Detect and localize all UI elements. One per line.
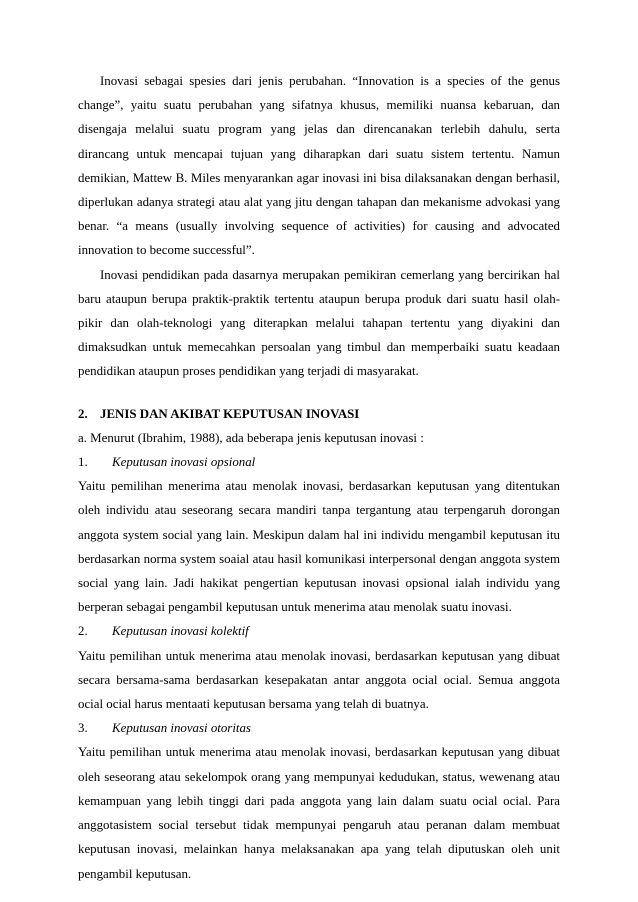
subsection-heading-2 bbox=[78, 619, 560, 643]
subsection-title: Keputusan inovasi kolektif bbox=[112, 624, 249, 639]
section-intro: a. Menurut (Ibrahim, 1988), ada beberapa jenis keputusan inovasi : bbox=[78, 430, 424, 445]
document-page bbox=[78, 69, 560, 886]
subsection-number: 2. bbox=[78, 624, 88, 639]
subsection-heading-1 bbox=[78, 450, 560, 474]
subsection-body-3: Yaitu pemilihan untuk menerima atau menolak inovasi, berdasarkan keputusan yang dibuat oleh seseorang atau sekelompok orang yang mempunyai kedudukan, status, wewenang atau kemampuan yang lebih tinggi dari pada anggota yang lain dalam suatu ocial ocial. Para anggotasistem social tersebut tidak mempunyai pengaruh atau peranan dalam membuat keputusan inovasi, melainkan hanya melaksanakan apa yang telah diputuskan oleh unit pengambil keputusan. bbox=[78, 745, 560, 881]
subsection-title: Keputusan inovasi otoritas bbox=[112, 721, 251, 736]
subsection-number: 1. bbox=[78, 455, 88, 470]
subsection-body-2: Yaitu pemilihan untuk menerima atau menolak inovasi, berdasarkan keputusan yang dibuat secara bersama-sama berdasarkan kesepakatan antar anggota ocial ocial. Semua anggota ocial ocial harus mentaati keputusan bersama yang telah di buatnya. bbox=[78, 648, 560, 712]
subsection-body-1: Yaitu pemilihan menerima atau menolak inovasi, berdasarkan keputusan yang ditentukan oleh individu atau seseorang secara mandiri tanpa tergantung atau terpengaruh dorongan anggota system social yang lain. Meskipun dalam hal ini individu mengambil keputusan itu berdasarkan norma system soaial atau hasil komunikasi interpersonal dengan anggota system social yang lain. Jadi hakikat pengertian keputusan inovasi opsional ialah individu yang berperan sebagai pengambil keputusan untuk menerima atau menolak suatu inovasi. bbox=[78, 479, 560, 615]
subsection-number: 3. bbox=[78, 721, 88, 736]
intro-paragraph-2: Inovasi pendidikan pada dasarnya merupakan pemikiran cemerlang yang bercirikan hal baru ataupun berupa praktik-praktik tertentu ataupun berupa produk dari suatu hasil olah-pikir dan olah-teknologi yang diterapkan melalui tahapan tertentu yang diyakini dan dimaksudkan untuk memecahkan persoalan yang timbul dan memperbaiki suatu keadaan pendidikan ataupun proses pendidikan yang terjadi di masyarakat. bbox=[78, 267, 560, 379]
section-title: JENIS DAN AKIBAT KEPUTUSAN INOVASI bbox=[100, 406, 360, 421]
intro-paragraph-1: Inovasi sebagai spesies dari jenis perubahan. “Innovation is a species of the genus change”, yaitu suatu perubahan yang sifatnya khusus, memiliki nuansa kebaruan, dan disengaja melalui suatu program yang jelas dan direncanakan terlebih dahulu, serta dirancang untuk mencapai tujuan yang diharapkan dari suatu sistem tertentu. Namun demikian, Mattew B. Miles menyarankan agar inovasi ini bisa dilaksanakan dengan berhasil, diperlukan adanya strategi atau alat yang jitu dengan tahapan dan mekanisme advokasi yang benar. “a means (usually involving sequence of activities) for causing and advocated innovation to become successful”. bbox=[78, 74, 560, 258]
section-number: 2. bbox=[78, 406, 88, 421]
subsection-title: Keputusan inovasi opsional bbox=[112, 455, 256, 470]
subsection-heading-3 bbox=[78, 716, 560, 740]
section-heading bbox=[78, 402, 560, 426]
